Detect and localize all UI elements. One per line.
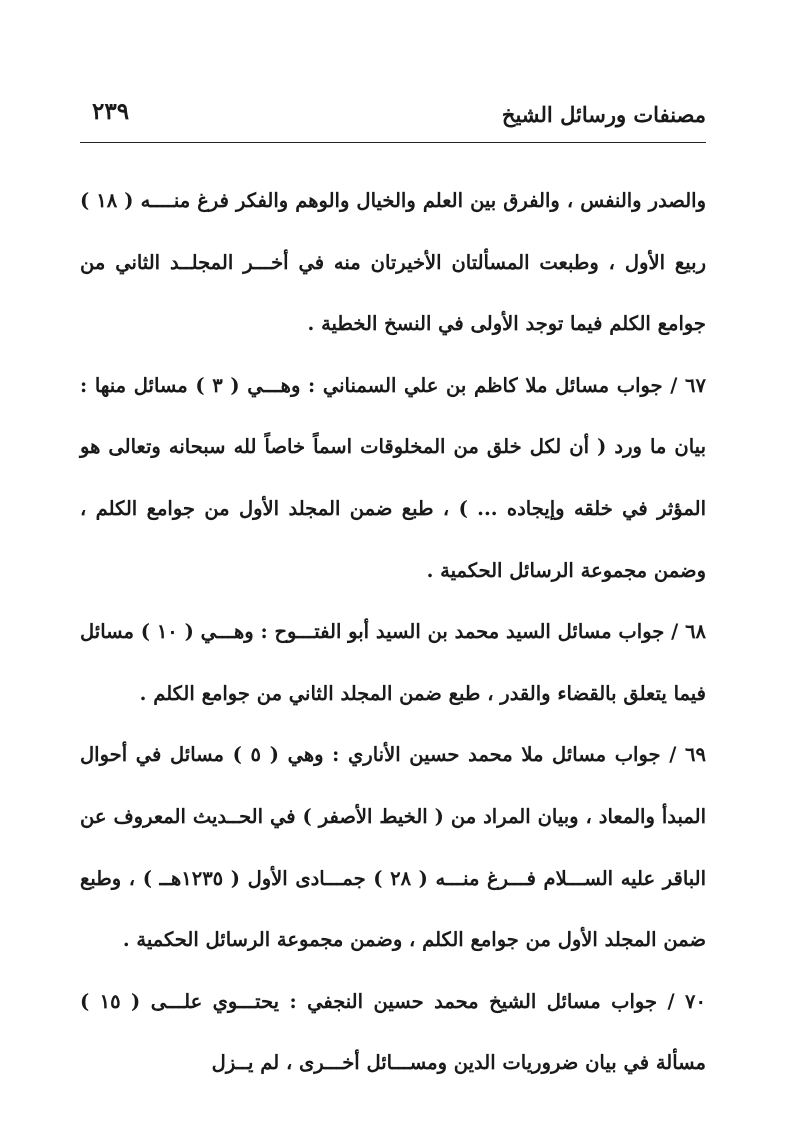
page-number: ٢٣٩ <box>92 98 130 125</box>
paragraph-entry-68: ٦٨ / جواب مسائل السيد محمد بن السيد أبو الفتـــوح : وهـــي ( ١٠ ) مسائل فيما يتعلق بالقضاء والقدر ، طبع ضمن المجلد الثاني من جوامع الكلم . <box>80 620 707 705</box>
paragraph-entry-69: ٦٩ / جواب مسائل ملا محمد حسين الأناري : وهي ( ٥ ) مسائل في أحوال المبدأ والمعاد ، وبيان المراد من ( الخيط الأصفر ) في الحــديث المعروف عن الباقر عليه الســـلام فـــرغ منـــه ( ٢٨ ) جمـــادى الأول ( ١٢٣٥هــ ) ، وطبع ضمن المجلد الأول من جوامع الكلم ، وضمن مجموعة الرسائل الحكمية . <box>80 743 707 952</box>
book-page <box>80 92 706 1092</box>
paragraph-entry-67: ٦٧ / جواب مسائل ملا كاظم بن علي السمناني : وهـــي ( ٣ ) مسائل منها : بيان ما ورد ( أن لكل خلق من المخلوقات اسماً خاصاً لله سبحانه وتعالى هو المؤثر في خلقه وإيجاده ... ) ، طبع ضمن المجلد الأول من جوامع الكلم ، وضمن مجموعة الرسائل الحكمية . <box>80 373 706 582</box>
running-header <box>80 92 706 138</box>
running-title: مصنفات ورسائل الشيخ <box>501 102 706 127</box>
paragraph-entry-70: ٧٠ / جواب مسائل الشيخ محمد حسين النجفي : يحتـــوي علـــى ( ١٥ ) مسألة في بيان ضروريات الدين ومســـائل أخـــرى ، لم يــزل <box>80 989 706 1075</box>
paragraph-continuation: والصدر والنفس ، والفرق بين العلم والخيال والوهم والفكر فرغ منــــه ( ١٨ ) ربيع الأول ، وطبعت المسألتان الأخيرتان منه في أخـــر المجلــد الثاني من جوامع الكلم فيما توجد الأولى في النسخ الخطية . <box>80 189 706 336</box>
header-rule <box>80 142 706 143</box>
page-body <box>80 170 706 1094</box>
